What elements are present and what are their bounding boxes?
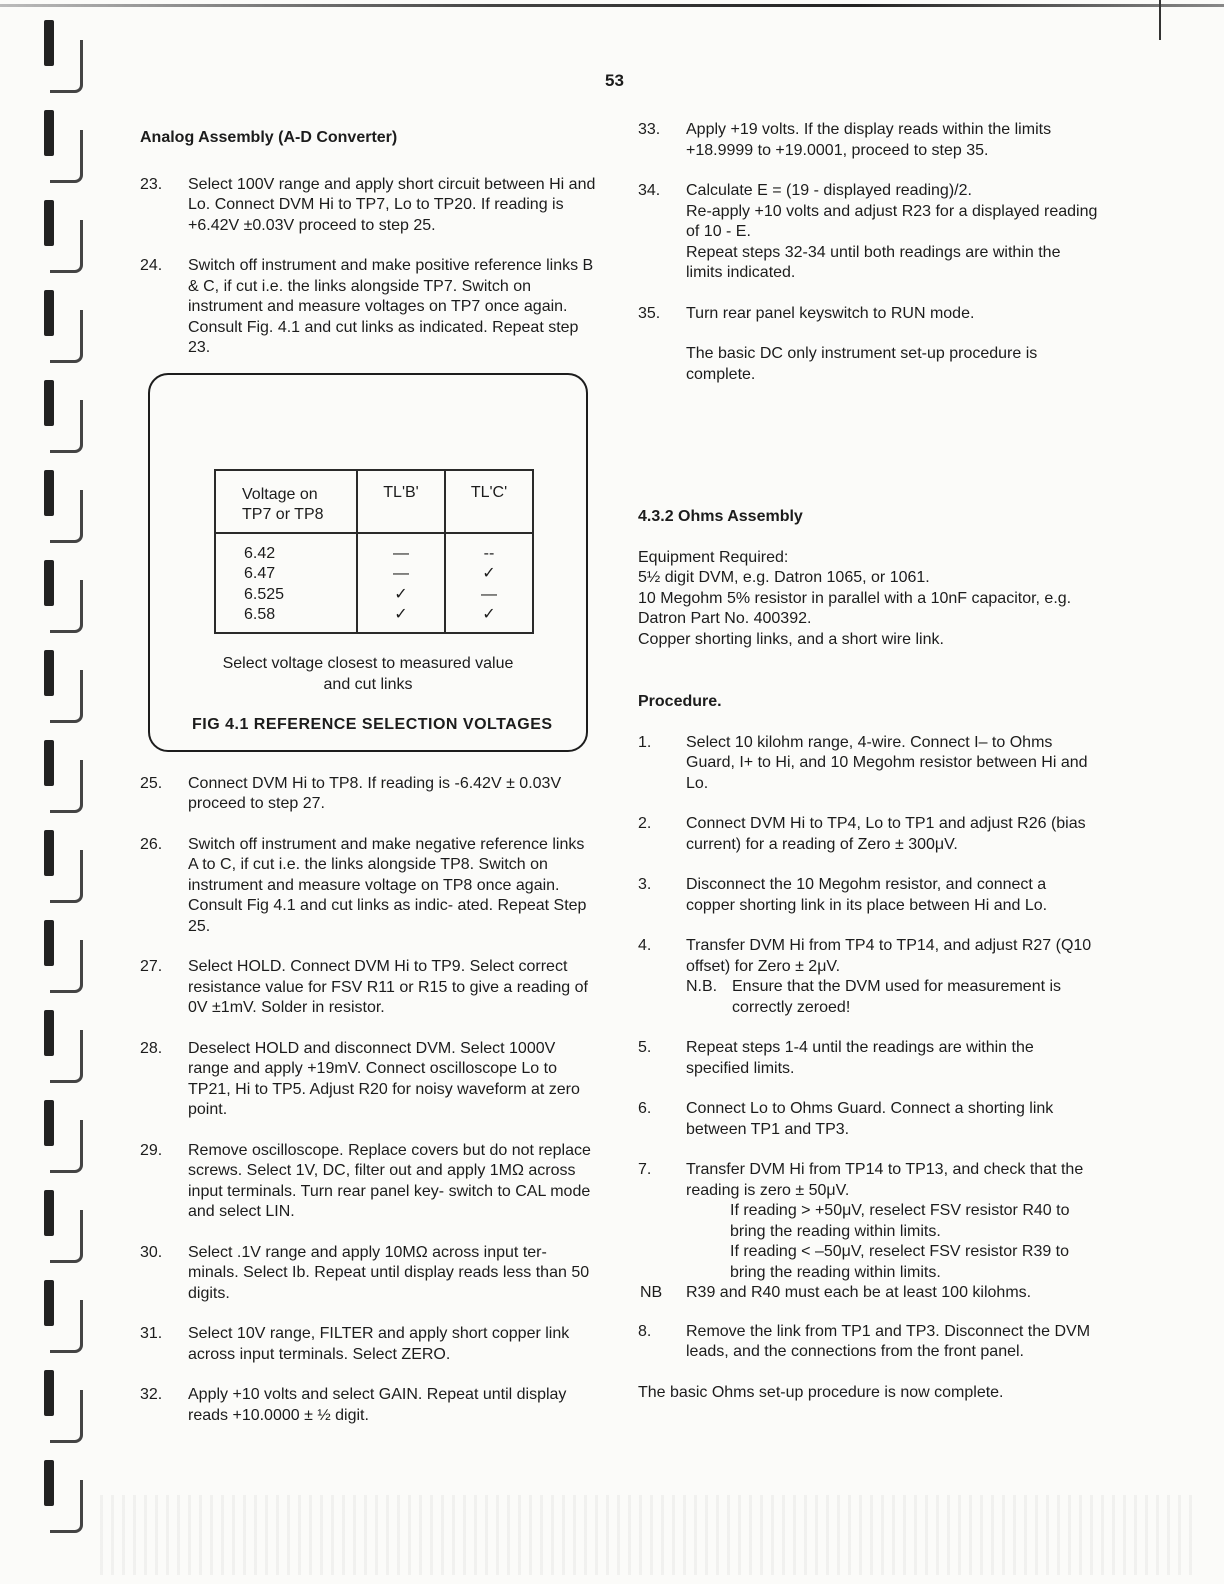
step-24: 24. Switch off instrument and make positive reference links B & C, if cut i.e. the links alongside TP7. Switch on instrument and measure voltages on TP7 once again. Consult Fig. 4.1 and cut links as indicated. Repeat step 23.: [140, 257, 594, 356]
ohms-step-8: 8. Remove the link from TP1 and TP3. Disconnect the DVM leads, and the connections from the front panel.: [638, 1322, 1091, 1360]
ohms-complete-note: The basic Ohms set-up procedure is now complete.: [638, 1383, 1004, 1401]
tlb-marks: — — ✓ ✓: [357, 533, 445, 633]
table-header-tlc: TL'C': [445, 470, 533, 533]
scan-noise: [100, 1495, 1200, 1575]
table-header-tlb: TL'B': [357, 470, 445, 533]
procedure-heading: Procedure.: [638, 693, 722, 710]
ohms-step-7: 7. Transfer DVM Hi from TP14 to TP13, and check that the reading is zero ± 50μV. If reading > +50μV, reselect FSV resistor R40 to bring the reading within limits. If reading < –50μV, reselect FSV resistor R39 to bring the reading within limits. NB R39 and R40 must each be at least 100 kilohms.: [638, 1160, 1098, 1304]
table-header-voltage: Voltage on TP7 or TP8: [215, 470, 357, 533]
step-27: 27. Select HOLD. Connect DVM Hi to TP9. Select correct resistance value for FSV R11 or R15 to give a reading of 0V ±1mV. Solder in resistor.: [140, 958, 588, 1016]
page-number: 53: [605, 71, 624, 90]
ohms-step-4: 4. Transfer DVM Hi from TP4 to TP14, and adjust R27 (Q10 offset) for Zero ± 2μV. N.B. Ensure that the DVM used for measurement is correctly zeroed!: [638, 936, 1098, 1018]
step-25: 25. Connect DVM Hi to TP8. If reading is -6.42V ± 0.03V proceed to step 27.: [140, 774, 562, 812]
step-32: 32. Apply +10 volts and select GAIN. Repeat until display reads +10.0000 ± ½ digit.: [140, 1386, 567, 1424]
ohms-step-5: 5. Repeat steps 1-4 until the readings are within the specified limits.: [638, 1039, 1034, 1077]
ohms-step-6: 6. Connect Lo to Ohms Guard. Connect a shorting link between TP1 and TP3.: [638, 1100, 1054, 1138]
dc-complete-note: The basic DC only instrument set-up procedure is complete.: [686, 345, 1038, 383]
section-heading: Analog Assembly (A-D Converter): [140, 129, 398, 146]
equipment-list: Equipment Required: 5½ digit DVM, e.g. Datron 1065, or 1061. 10 Megohm 5% resistor in parallel with a 10nF capacitor, e.g. Datron Part No. 400392. Copper shorting links, and a short wire link.: [638, 548, 1072, 648]
figure-caption: Select voltage closest to measured value and cut links: [222, 654, 514, 693]
scan-top-edge: [0, 4, 1224, 7]
step-31: 31. Select 10V range, FILTER and apply short copper link across input terminals. Select ZERO.: [140, 1325, 570, 1363]
step-30: 30. Select .1V range and apply 10MΩ across input ter- minals. Select Ib. Repeat until display reads less than 50 digits.: [140, 1243, 590, 1302]
ohms-step-2: 2. Connect DVM Hi to TP4, Lo to TP1 and adjust R26 (bias current) for a reading of Zero ± 300μV.: [638, 815, 1086, 853]
reference-voltage-table: [214, 469, 534, 634]
step-23: 23. Select 100V range and apply short circuit between Hi and Lo. Connect DVM Hi to TP7, Lo to TP20. If reading is +6.42V ±0.03V proceed to step 25.: [140, 175, 596, 234]
step-33: 33. Apply +19 volts. If the display reads within the limits +18.9999 to +19.0001, proceed to step 35.: [638, 121, 1052, 159]
step-29: 29. Remove oscilloscope. Replace covers but do not replace screws. Select 1V, DC, filter out and apply 1MΩ across input terminals. Turn rear panel key- switch to CAL mode and select LIN.: [140, 1141, 591, 1220]
step-34: 34. Calculate E = (19 - displayed reading)/2. Re-apply +10 volts and adjust R23 for a displayed reading of 10 - E. Repeat steps 32-34 until both readings are within the limits indicated.: [638, 182, 1098, 281]
scan-right-edge: [1159, 0, 1161, 40]
voltage-values: 6.42 6.47 6.525 6.58: [215, 533, 357, 633]
binding-edge: [0, 0, 100, 1584]
ohms-heading: 4.3.2 Ohms Assembly: [638, 508, 803, 525]
ohms-step-4-note: N.B. Ensure that the DVM used for measurement is correctly zeroed!: [686, 978, 1062, 1016]
step-28: 28. Deselect HOLD and disconnect DVM. Select 1000V range and apply +19mV. Connect oscilloscope Lo to TP21, Hi to TP5. Adjust R20 for noisy waveform at zero point.: [140, 1039, 580, 1118]
step-26: 26. Switch off instrument and make negative reference links A to C, if cut i.e. the links alongside TP8. Switch on instrument and measure voltage on TP8 once again. Consult Fig 4.1 and cut links as indic- ated. Repeat Step 25.: [140, 835, 587, 935]
left-column: [140, 128, 596, 1426]
figure-4-1: [148, 373, 588, 752]
ohms-step-3: 3. Disconnect the 10 Megohm resistor, and connect a copper shorting link in its place between Hi and Lo.: [638, 876, 1048, 914]
ohms-step-1: 1. Select 10 kilohm range, 4-wire. Connect I– to Ohms Guard, I+ to Hi, and 10 Megohm resistor between Hi and Lo.: [638, 733, 1088, 792]
tlc-marks: -- ✓ — ✓: [445, 533, 533, 633]
step-35: 35. Turn rear panel keyswitch to RUN mode.: [638, 304, 975, 322]
ohms-step-7-note: NB R39 and R40 must each be at least 100 kilohms.: [640, 1284, 1032, 1301]
figure-title: FIG 4.1 REFERENCE SELECTION VOLTAGES: [192, 715, 553, 733]
right-column: [638, 120, 1098, 1403]
